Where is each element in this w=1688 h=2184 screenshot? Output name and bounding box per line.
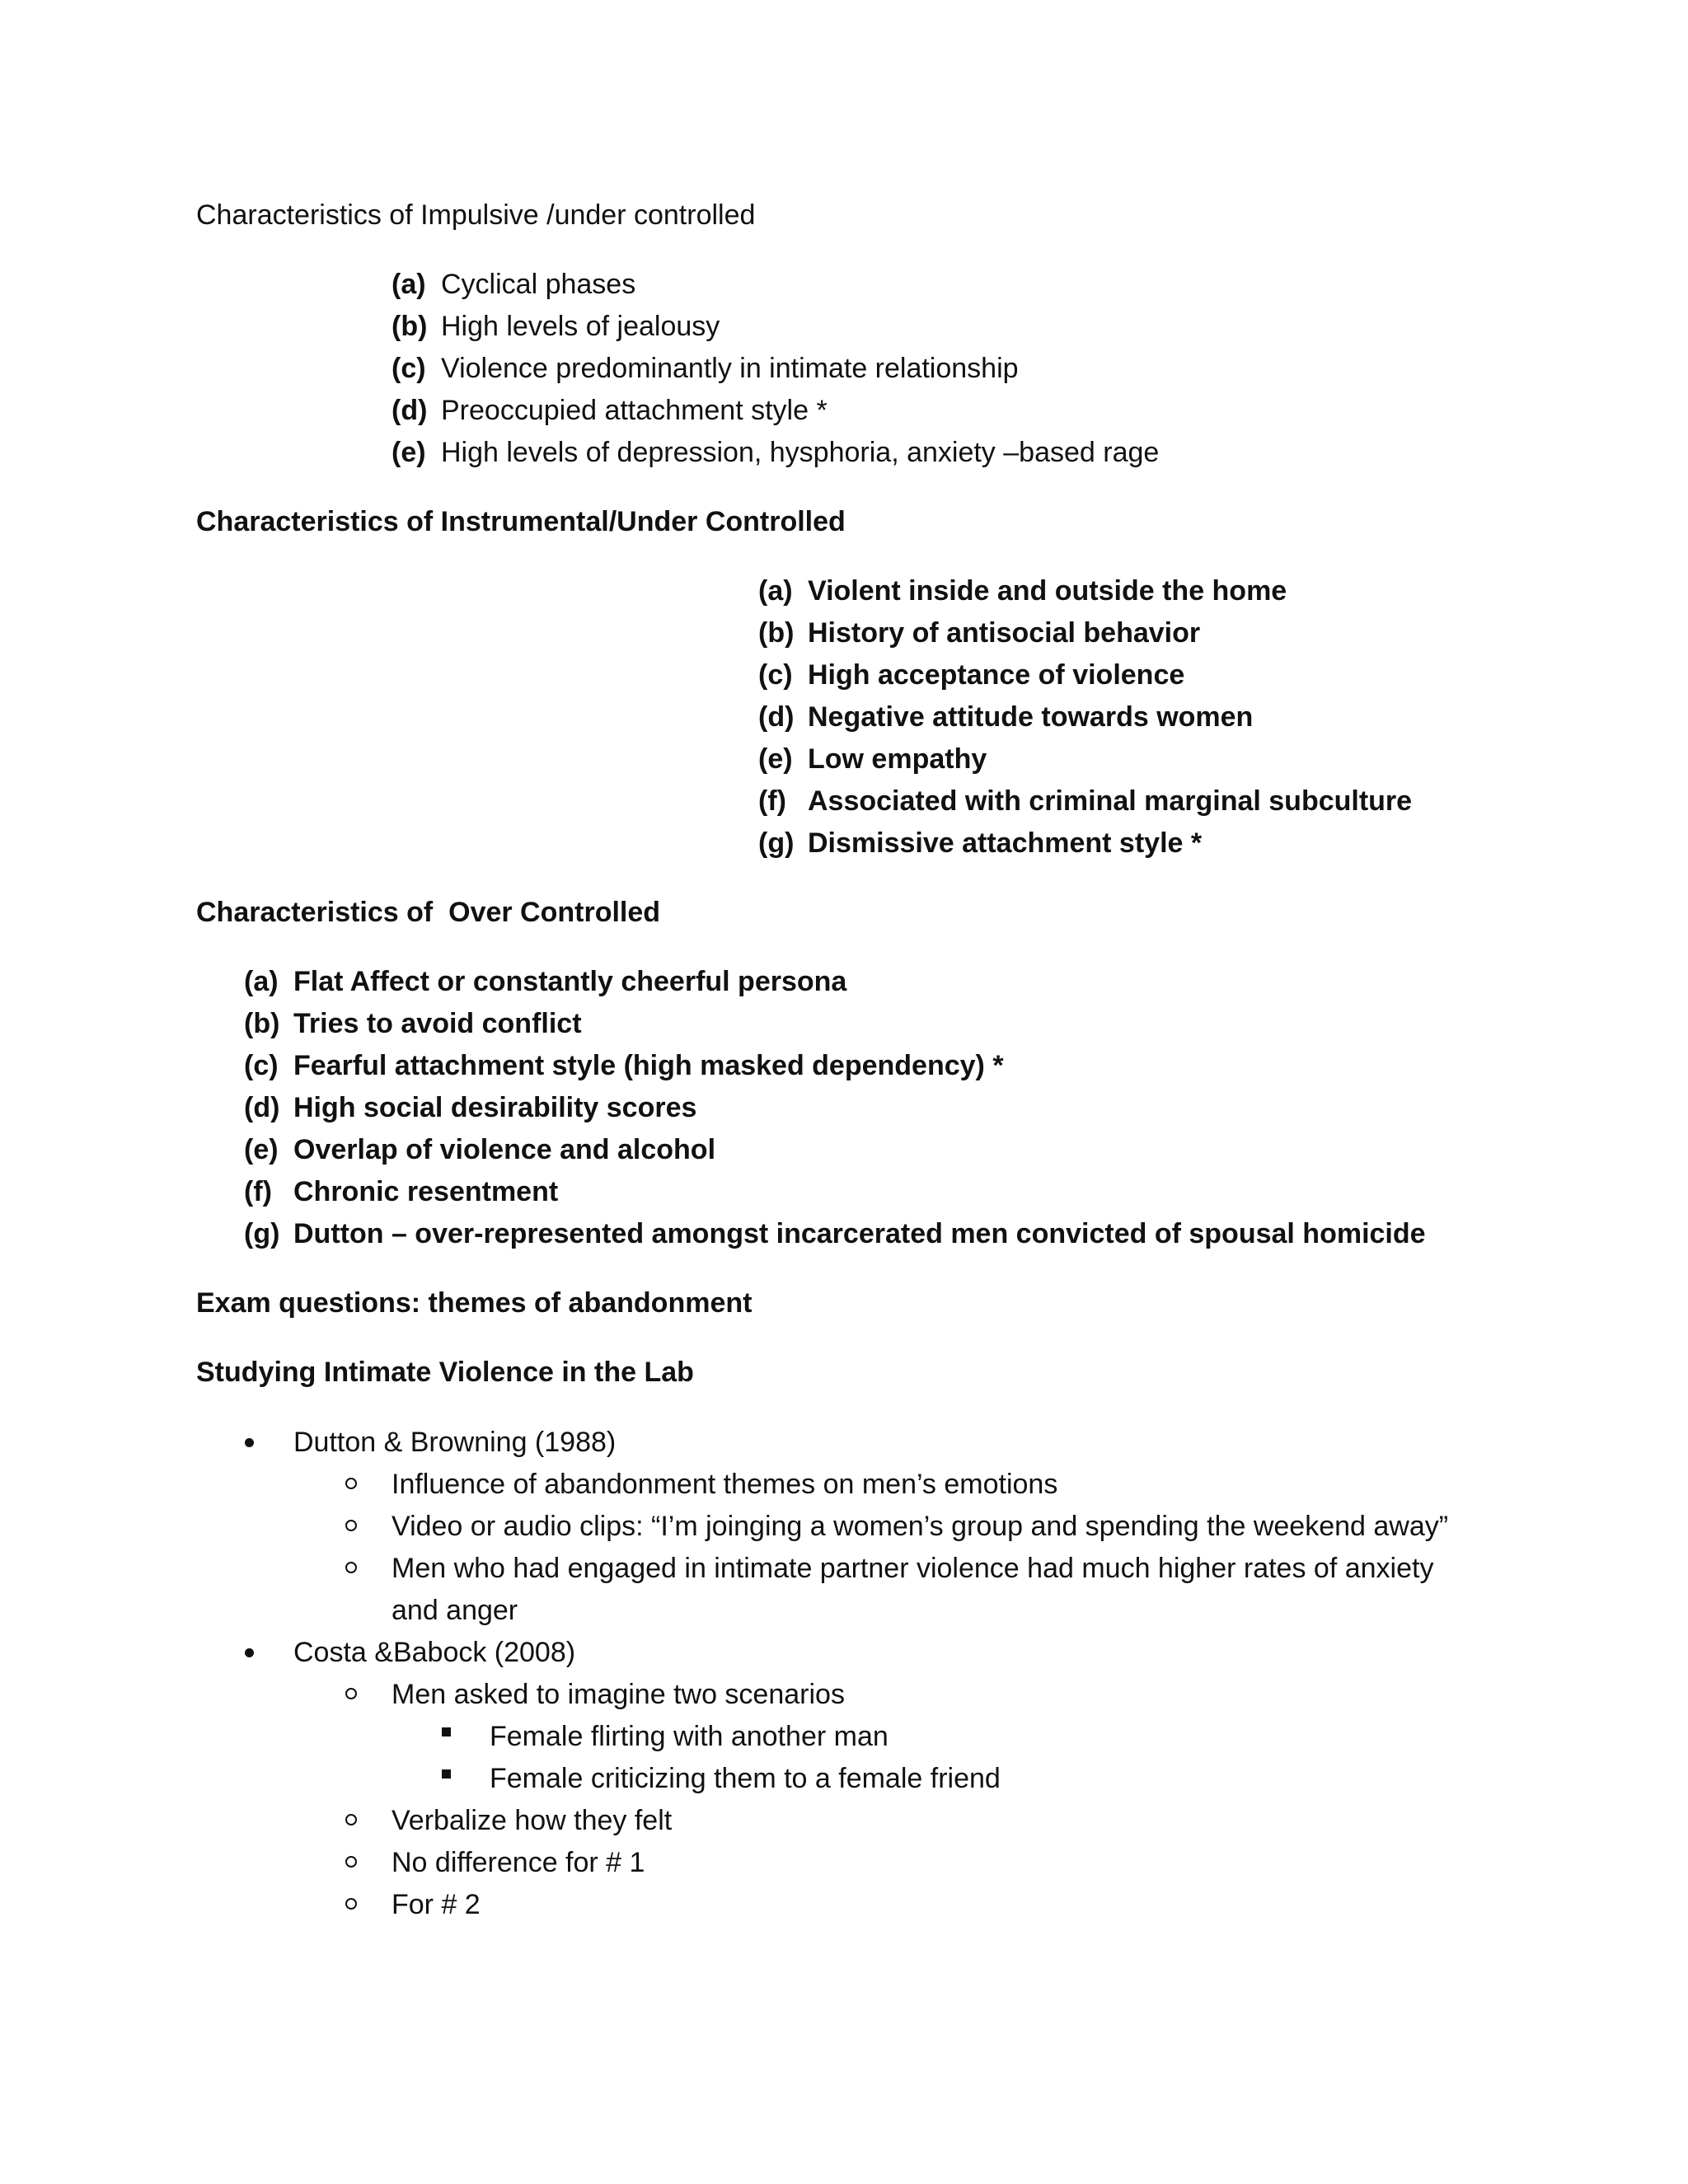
impulsive-item — [392, 435, 1159, 470]
costa-point: No difference for # 1 — [392, 1847, 645, 1878]
item-label: (a) — [392, 269, 426, 300]
over-controlled-item — [244, 1006, 582, 1041]
instrumental-item — [758, 826, 1202, 860]
impulsive-item — [392, 351, 1019, 386]
bullet-dot-icon — [245, 1648, 254, 1657]
impulsive-item — [392, 309, 720, 344]
item-label: (f) — [758, 785, 786, 817]
item-label: (e) — [758, 743, 793, 775]
costa-scenario: Female flirting with another man — [490, 1721, 889, 1752]
item-label: (e) — [392, 437, 426, 468]
item-label: (d) — [392, 395, 428, 426]
item-label: (b) — [758, 617, 795, 649]
instrumental-item — [758, 742, 987, 776]
over-controlled-item — [244, 1132, 715, 1167]
bullet-circle-icon — [345, 1856, 357, 1868]
bullet-dot-icon — [245, 1438, 254, 1447]
item-text: Low empathy — [808, 743, 987, 775]
impulsive-item — [392, 267, 635, 302]
item-text: Tries to avoid conflict — [293, 1008, 582, 1039]
item-text: Violent inside and outside the home — [808, 575, 1287, 607]
item-label: (d) — [244, 1092, 280, 1123]
item-label: (b) — [392, 311, 428, 342]
bullet-circle-icon — [345, 1478, 357, 1489]
over-controlled-item — [244, 1216, 1426, 1251]
costa-point: Verbalize how they felt — [392, 1805, 673, 1836]
item-text: Associated with criminal marginal subculture — [808, 785, 1413, 817]
item-text: High levels of jealousy — [441, 311, 720, 342]
impulsive-heading: Characteristics of Impulsive /under controlled — [196, 199, 756, 231]
over-controlled-item — [244, 964, 846, 999]
instrumental-item — [758, 574, 1287, 608]
bullet-circle-icon — [345, 1898, 357, 1910]
instrumental-item — [758, 658, 1184, 692]
lab-heading: Studying Intimate Violence in the Lab — [196, 1357, 694, 1388]
item-label: (c) — [244, 1050, 279, 1081]
bullet-square-icon — [442, 1727, 451, 1736]
item-text: Overlap of violence and alcohol — [293, 1134, 716, 1165]
study-dutton-browning: Dutton & Browning (1988) — [293, 1427, 617, 1458]
bullet-square-icon — [442, 1769, 451, 1779]
costa-scenario: Female criticizing them to a female friend — [490, 1763, 1001, 1794]
over-controlled-heading: Characteristics of Over Controlled — [196, 897, 661, 928]
item-text: High social desirability scores — [293, 1092, 697, 1123]
bullet-circle-icon — [345, 1814, 357, 1825]
item-label: (b) — [244, 1008, 280, 1039]
over-controlled-item — [244, 1048, 1004, 1083]
dutton-point: Influence of abandonment themes on men’s emotions — [392, 1469, 1058, 1500]
item-text: Violence predominantly in intimate relationship — [441, 353, 1019, 384]
item-text: Fearful attachment style (high masked dependency) * — [293, 1050, 1004, 1081]
item-text: Dutton – over-represented amongst incarcerated men convicted of spousal homicide — [293, 1218, 1426, 1249]
over-controlled-item — [244, 1090, 696, 1125]
bullet-circle-icon — [345, 1562, 357, 1573]
exam-questions-heading: Exam questions: themes of abandonment — [196, 1287, 753, 1319]
item-label: (e) — [244, 1134, 279, 1165]
instrumental-heading: Characteristics of Instrumental/Under Controlled — [196, 506, 846, 537]
item-text: High acceptance of violence — [808, 659, 1185, 691]
item-text: Negative attitude towards women — [808, 701, 1254, 733]
item-label: (f) — [244, 1176, 272, 1207]
costa-point: For # 2 — [392, 1889, 481, 1920]
instrumental-item — [758, 700, 1253, 734]
over-controlled-item — [244, 1174, 558, 1209]
study-costa-babock: Costa &Babock (2008) — [293, 1637, 576, 1668]
costa-point: Men asked to imagine two scenarios — [392, 1679, 845, 1710]
item-text: Flat Affect or constantly cheerful persona — [293, 966, 847, 997]
item-text: Chronic resentment — [293, 1176, 559, 1207]
instrumental-item — [758, 616, 1200, 650]
item-label: (a) — [244, 966, 279, 997]
item-text: Cyclical phases — [441, 269, 636, 300]
dutton-point: Video or audio clips: “I’m joinging a women’s group and spending the weekend away” — [392, 1511, 1449, 1542]
dutton-point: Men who had engaged in intimate partner violence had much higher rates of anxiety — [392, 1553, 1434, 1584]
item-label: (c) — [758, 659, 793, 691]
item-label: (g) — [758, 827, 795, 859]
instrumental-item — [758, 784, 1412, 818]
item-text: Dismissive attachment style * — [808, 827, 1203, 859]
item-text: Preoccupied attachment style * — [441, 395, 828, 426]
impulsive-item — [392, 393, 828, 428]
item-label: (d) — [758, 701, 795, 733]
item-label: (a) — [758, 575, 793, 607]
item-label: (g) — [244, 1218, 280, 1249]
item-text: High levels of depression, hysphoria, anxiety –based rage — [441, 437, 1160, 468]
item-text: History of antisocial behavior — [808, 617, 1201, 649]
bullet-circle-icon — [345, 1688, 357, 1699]
bullet-circle-icon — [345, 1520, 357, 1531]
item-label: (c) — [392, 353, 426, 384]
dutton-point-continued: and anger — [392, 1595, 518, 1626]
